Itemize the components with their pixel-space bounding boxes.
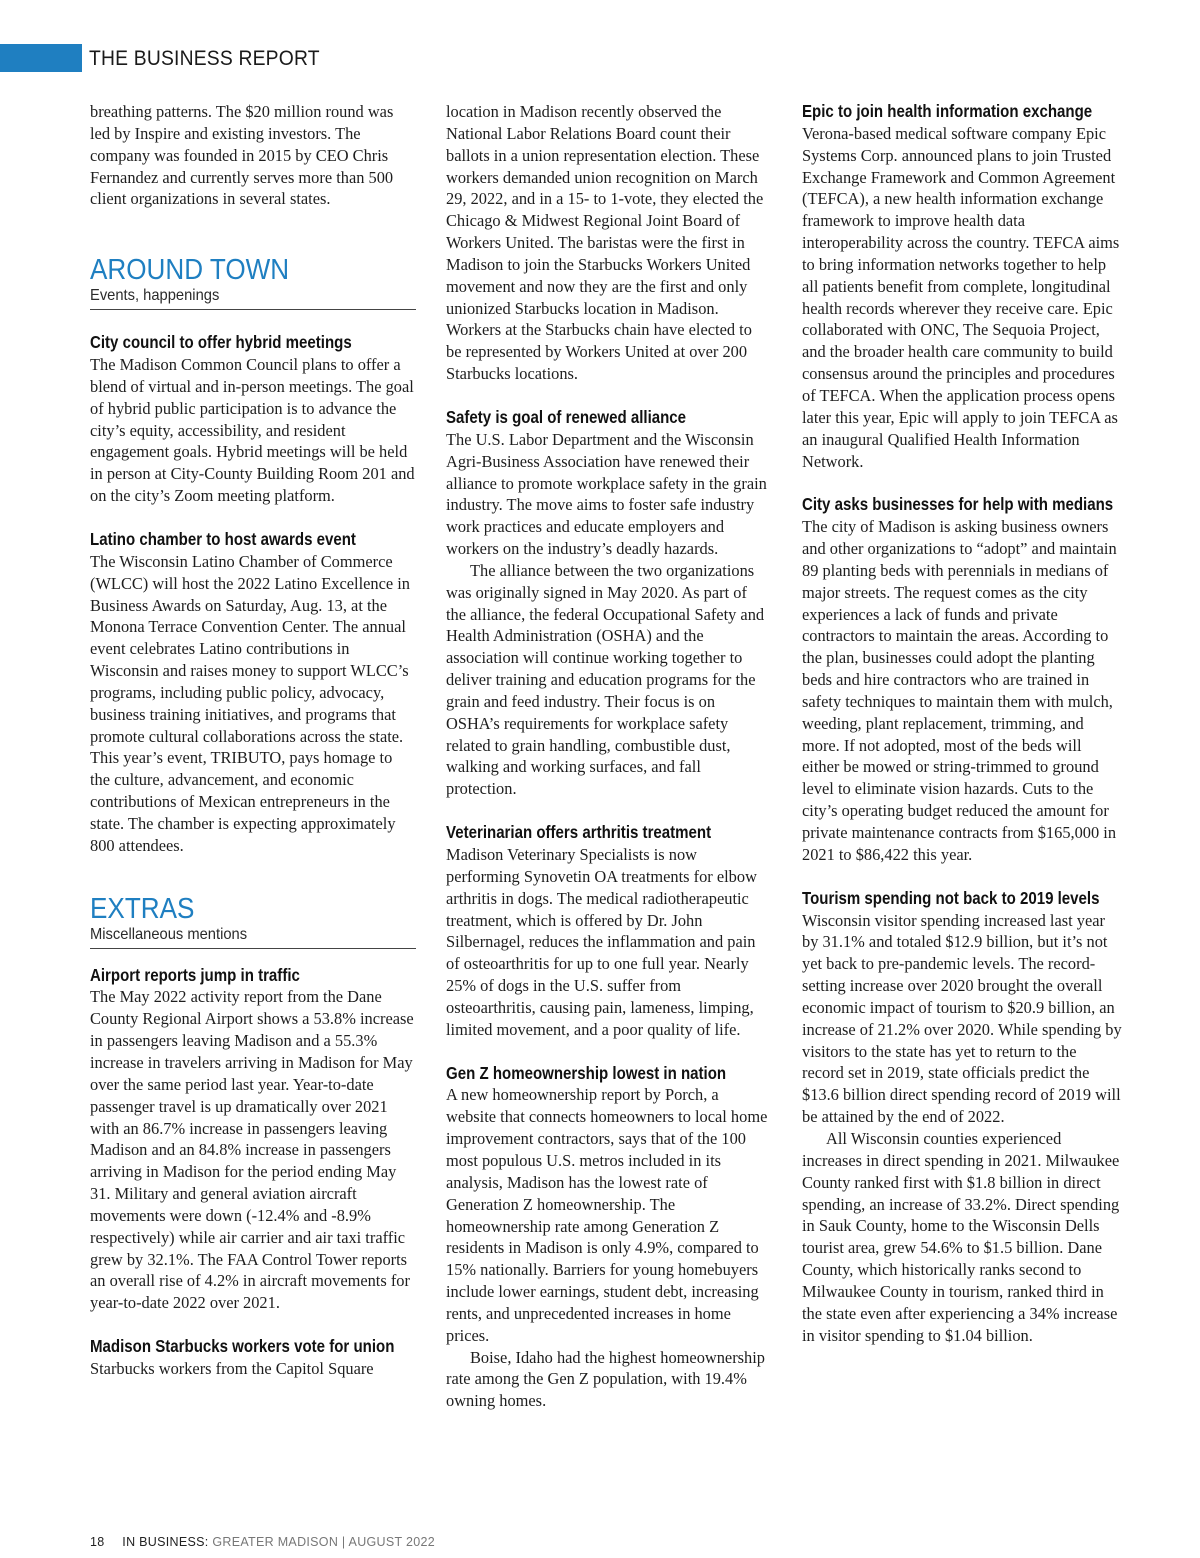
latino-heading: Latino chamber to host awards event [90,528,356,549]
tourism-body-1: Wisconsin visitor spending increased last year by 31.1% and totaled $12.9 billion, but it’s not yet back to pre-pandemic levels. The record-setting increase over 2020 brought the overall economic impact of tourism to $20.9 billion, an increase of 21.2% over 2020. While spending by visitors to the state has yet to return to the record set in 2019, state officials predict the $13.6 billion direct spending record of 2019 will be attained by the end of 2022. [802,910,1122,1127]
section-color-bar [0,44,82,72]
safety-body-2: The alliance between the two organizations was originally signed in May 2020. As part of the alliance, the federal Occupational Safety and Health Administration (OSHA) and the association will continue working together to deliver training and education programs for the grain and feed industry. Their focus is on OSHA’s requirements for workplace safety related to grain handling, combustible dust, walking and working surfaces, and fall protection. [446,560,765,799]
genz-body-2: Boise, Idaho had the highest homeownership rate among the Gen Z population, with 19.4% owning homes. [446,1347,765,1411]
vet-body: Madison Veterinary Specialists is now performing Synovetin OA treatments for elbow arthritis in dogs. The medical radiotherapeutic treatment, which is offered by Dr. John Silbernagel, reduces the inflammation and pain of osteoarthritis for up to one full year. Nearly 25% of dogs in the U.S. suffer from osteoarthritis, causing pain, lameness, limping, limited movement, and a poor quality of life. [446,845,757,1039]
edition-label: GREATER MADISON | AUGUST 2022 [212,1535,435,1549]
extras-subtitle: Miscellaneous mentions [90,925,416,949]
column-1 [90,101,416,1380]
hybrid-heading: City council to offer hybrid meetings [90,332,352,353]
starbucks-heading: Madison Starbucks workers vote for union [90,1336,395,1357]
tourism-heading: Tourism spending not back to 2019 levels [802,887,1100,908]
genz-heading: Gen Z homeownership lowest in nation [446,1062,727,1083]
medians-body: The city of Madison is asking business owners and other organizations to “adopt” and maintain 89 planting beds with perennials in medians of major streets. The request comes as the city experiences a lack of funds and private contractors to maintain the areas. According to the plan, businesses could adopt the planting beds and hire contractors who are trained in safety techniques to maintain them with mulch, weeding, plant replacement, trimming, and more. If not adopted, most of the beds will either be mowed or string-trimmed to ground level to eliminate vision hazards. Cuts to the city’s operating budget reduced the amount for private maintenance contracts from $165,000 in 2021 to $86,422 this year. [802,517,1117,864]
epic-heading: Epic to join health information exchange [802,101,1093,121]
hybrid-body: The Madison Common Council plans to offer a blend of virtual and in-person meetings. The goal of hybrid public participation is to advance the city’s equity, accessibility, and resident engagement goals. Hybrid meetings will be held in person at City-County Building Room 201 and on the city’s Zoom meeting platform. [90,355,415,506]
around-town-subtitle: Events, happenings [90,286,416,310]
airport-heading: Airport reports jump in traffic [90,964,300,985]
medians-heading: City asks businesses for help with medians [802,494,1114,515]
page-footer [90,1535,435,1549]
intro-paragraph: breathing patterns. The $20 million round was led by Inspire and existing investors. The company was founded in 2015 by CEO Chris Fernandez and currently serves more than 500 client organizations in several states. [90,102,394,209]
page-number: 18 [90,1535,105,1549]
extras-title: EXTRAS [90,892,195,925]
starbucks-body-continued: location in Madison recently observed the National Labor Relations Board count their ballots in a union representation election. These workers demanded union recognition on March 29, 2022, and in a 15- to 1-vote, they elected the Chicago & Midwest Regional Joint Board of Workers United. The baristas were the first in Madison to join the Starbucks Workers United movement and now they are the first and only unionized Starbucks location in Madison. Workers at the Starbucks chain have elected to be represented by Workers United at over 200 Starbucks locations. [446,102,764,384]
epic-body: Verona-based medical software company Epic Systems Corp. announced plans to join Trusted Exchange Framework and Common Agreement (TEFCA), a new health information exchange framework to improve health data interoperability across the country. TEFCA aims to bring information networks together to help all patients benefit from complete, longitudinal health records wherever they receive care. Epic collaborated with ONC, The Sequoia Project, and the broader health care community to build consensus around the principles and procedures of TEFCA. When the application process opens later this year, Epic will apply to join TEFCA as an inaugural Qualified Health Information Network. [802,123,1120,471]
safety-body-1: The U.S. Labor Department and the Wisconsin Agri-Business Association have renewed their alliance to promote workplace safety in the grain industry. The move aims to foster safe industry work practices and educate employers and workers on the industry’s deadly hazards. [446,429,767,559]
tourism-body-2: All Wisconsin counties experienced increases in direct spending in 2021. Milwaukee County ranked first with $1.8 billion in direct spending, an increase of 33.2%. Direct spending in Sauk County, home to the Wisconsin Dells tourist area, grew 54.6% to $1.5 billion. Dane County, which historically ranks second to Milwaukee County in tourism, ranked third in the state even after experiencing a 34% increase in visitor spending to $1.04 billion. [802,1128,1120,1345]
section-label: THE BUSINESS REPORT [89,47,320,70]
column-2 [446,101,771,1412]
genz-body-1: A new homeownership report by Porch, a website that connects homeowners to local home improvement contractors, says that of the 100 most populous U.S. metros included in its analysis, Madison has the lowest rate of Generation Z homeownership. The homeownership rate among Generation Z residents in Madison is only 4.9%, compared to 15% nationally. Barriers for young homebuyers include lower earnings, student debt, increasing rents, and unprecedented increases in home prices. [446,1085,768,1345]
vet-heading: Veterinarian offers arthritis treatment [446,822,712,843]
publication-name: IN BUSINESS: [122,1535,209,1549]
airport-body: The May 2022 activity report from the Dane County Regional Airport shows a 53.8% increase in passengers leaving Madison and a 55.3% increase in travelers arriving in Madison for May over the same period last year. Year-to-date passenger travel is up dramatically over 2021 with an 86.7% increase in passengers leaving Madison and an 84.8% increase in passengers arriving in Madison for the period ending May 31. Military and general aviation aircraft movements were down (-12.4% and -8.9% respectively) while air carrier and air taxi traffic grew by 32.1%. The FAA Control Tower reports an overall rise of 4.2% in aircraft movements for year-to-date 2022 over 2021. [90,987,414,1313]
around-town-title: AROUND TOWN [90,254,290,287]
starbucks-body-start: Starbucks workers from the Capitol Square [90,1358,374,1378]
latino-body: The Wisconsin Latino Chamber of Commerce (WLCC) will host the 2022 Latino Excellence in Business Awards on Saturday, Aug. 13, at the Monona Terrace Convention Center. The annual event celebrates Latino contributions in Wisconsin and raises money to support WLCC’s programs, including public policy, advocacy, business training initiatives, and programs that promote cultural collaborations across the state. This year’s event, TRIBUTO, pays homage to the culture, advancement, and economic contributions of Mexican entrepreneurs in the state. The chamber is expecting approximately 800 attendees. [90,551,410,855]
safety-heading: Safety is goal of renewed alliance [446,406,687,427]
column-3 [802,101,1122,1346]
